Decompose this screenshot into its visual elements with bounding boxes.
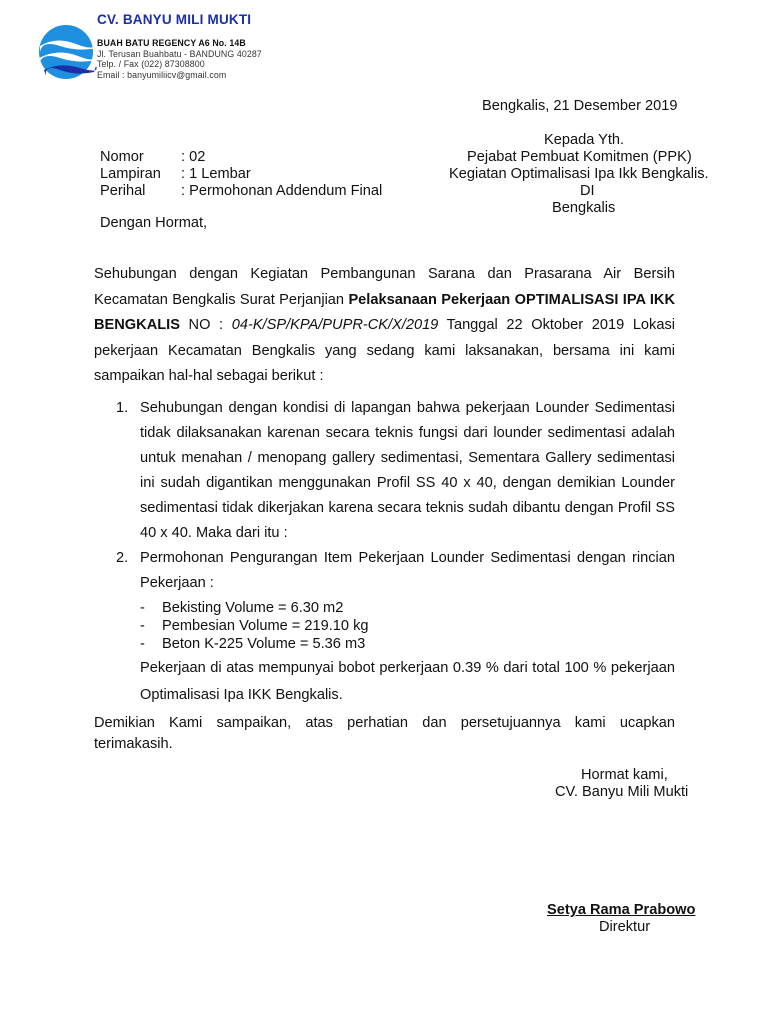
intro-project-name: Pelaksanaan Pekerjaan OPTIMALISASI IPA IKK BENGKALIS	[94, 291, 675, 333]
company-email: Email : banyumiliicv@gmail.com	[97, 69, 227, 80]
intro-paragraph	[94, 262, 675, 390]
sub-item-1-text: Bekisting Volume = 6.30 m2	[162, 600, 344, 616]
item-1-number: 1.	[116, 400, 129, 416]
recipient-line-2: Pejabat Pembuat Komitmen (PPK)	[467, 149, 692, 165]
item-2-note: Pekerjaan di atas mempunyai bobot perkerjaan 0.39 % dari total 100 % pekerjaan Optimalisasi Ipa IKK Bengkalis.	[140, 660, 675, 703]
recipient-line-3: Kegiatan Optimalisasi Ipa Ikk Bengkalis.	[449, 166, 709, 182]
item-2-number: 2.	[116, 550, 129, 566]
signatory-title: Direktur	[599, 919, 651, 935]
recipient-line-1: Kepada Yth.	[544, 132, 625, 148]
intro-text-3: Tanggal 22 Oktober 2019 Lokasi pekerjaan Kecamatan Bengkalis yang sedang kami laksanakan, bersama ini kami sampaikan hal-hal sebagai berikut :	[94, 317, 676, 384]
intro-text-1: Sehubungan dengan Kegiatan Pembangunan Sarana dan Prasarana Air Bersih Kecamatan Bengkalis Surat Perjanjian	[94, 266, 675, 308]
intro-text-2: NO :	[179, 317, 232, 333]
item-2-text: Permohonan Pengurangan Item Pekerjaan Lounder Sedimentasi dengan rincian Pekerjaan :	[140, 550, 675, 591]
letter-date: Bengkalis, 21 Desember 2019	[482, 98, 678, 114]
greeting: Dengan Hormat,	[100, 215, 208, 231]
nomor-label: Nomor	[100, 149, 144, 165]
perihal-value: : Permohonan Addendum Final	[181, 183, 383, 199]
company-logo-icon	[36, 20, 98, 84]
regards-company: CV. Banyu Mili Mukti	[555, 784, 689, 800]
sub-item-2-dash: -	[140, 618, 145, 634]
recipient-line-5: Bengkalis	[552, 200, 616, 216]
lampiran-value: : 1 Lembar	[181, 166, 251, 182]
recipient-line-4: DI	[580, 183, 595, 199]
company-address: BUAH BATU REGENCY A6 No. 14B	[97, 38, 246, 49]
signatory-name: Setya Rama Prabowo	[547, 902, 696, 918]
sub-item-2-text: Pembesian Volume = 219.10 kg	[162, 618, 369, 634]
nomor-value: : 02	[181, 149, 206, 165]
sub-item-3-text: Beton K-225 Volume = 5.36 m3	[162, 636, 366, 652]
sub-item-3-dash: -	[140, 636, 145, 652]
item-1-text: Sehubungan dengan kondisi di lapangan bahwa pekerjaan Lounder Sedimentasi tidak dilaksanakan karenan secara teknis fungsi dari lounder sedimentasi adalah untuk menahan / menopang gallery sedimentasi, Sementara Gallery sedimentasi ini sudah digantikan menggunakan Profil SS 40 x 40, dengan demikian Lounder sedimentasi tidak dikerjakan karena secara teknis sudah dibantu dengan Profil SS 40 x 40. Maka dari itu :	[140, 400, 675, 541]
closing-paragraph: Demikian Kami sampaikan, atas perhatian dan persetujuannya kami ucapkan terimakasih.	[94, 715, 675, 752]
regards: Hormat kami,	[581, 767, 668, 783]
letterhead	[97, 12, 262, 80]
company-phone: Telp. / Fax (022) 87308800	[97, 59, 205, 70]
company-street: Jl. Terusan Buahbatu - BANDUNG 40287	[97, 48, 262, 59]
lampiran-label: Lampiran	[100, 166, 161, 182]
sub-item-1-dash: -	[140, 600, 145, 616]
perihal-label: Perihal	[100, 183, 146, 199]
intro-contract-number: 04-K/SP/KPA/PUPR-CK/X/2019	[231, 317, 439, 333]
company-name: CV. BANYU MILI MUKTI	[97, 12, 252, 27]
